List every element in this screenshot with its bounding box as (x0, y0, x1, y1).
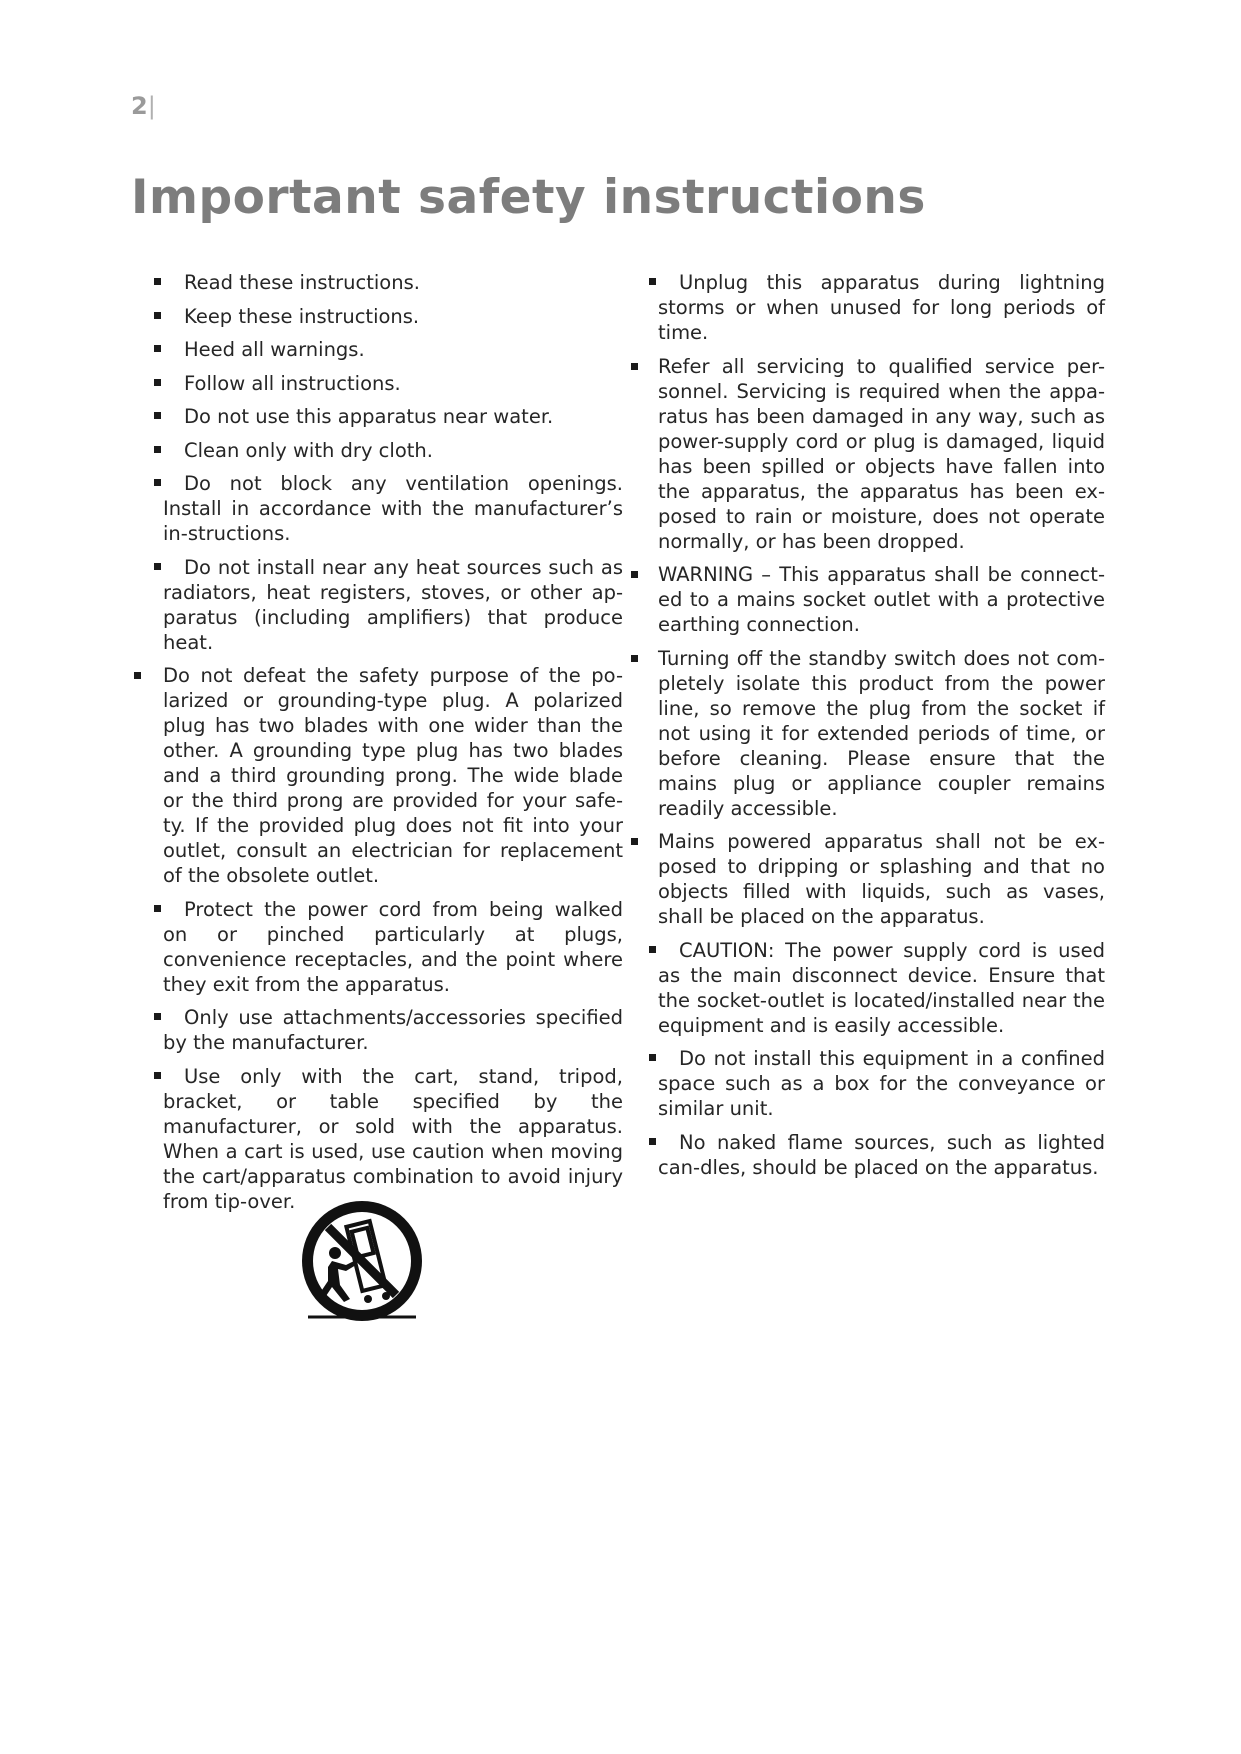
right-instructions-list (658, 270, 1105, 1188)
list-item: Use only with the cart, stand, tripod, bracket, or table specified by the manufacturer, or sold with the apparatus. When a cart is used, use caution when moving the cart/apparatus combination to avoid injury from tip-over. (163, 1064, 623, 1214)
list-item: Mains powered apparatus shall not be ex-posed to dripping or splashing and that no objects filled with liquids, such as vases, shall be placed on the apparatus. (658, 829, 1105, 929)
page-number-separator: | (147, 92, 156, 120)
square-bullet-icon (154, 379, 161, 386)
list-item: CAUTION: The power supply cord is used as the main disconnect device. Ensure that the socket-outlet is located/installed near the equipment and is easily accessible. (658, 938, 1105, 1038)
cart-tip-over-warning-icon (298, 1199, 426, 1327)
square-bullet-icon (154, 1013, 161, 1020)
list-item: Do not use this apparatus near water. (163, 404, 623, 429)
square-bullet-icon (154, 905, 161, 912)
list-item: Turning off the standby switch does not com-pletely isolate this product from the power line, so remove the plug from the socket if not using it for extended periods of time, or before cleaning. Please ensure that the mains plug or appliance coupler remains readily accessible. (658, 646, 1105, 821)
square-bullet-icon (154, 446, 161, 453)
square-bullet-icon (649, 946, 656, 953)
square-bullet-icon (134, 672, 141, 679)
square-bullet-icon (649, 1138, 656, 1145)
square-bullet-icon (154, 563, 161, 570)
list-item: Do not defeat the safety purpose of the po-larized or grounding-type plug. A polarized plug has two blades with one wider than the other. A grounding type plug has two blades and a third grounding prong. The wide blade or the third prong are provided for your safe-ty. If the provided plug does not fit into your outlet, consult an electrician for replacement of the obsolete outlet. (163, 663, 623, 888)
page-number: 2| (131, 92, 156, 120)
square-bullet-icon (631, 571, 638, 578)
square-bullet-icon (631, 838, 638, 845)
square-bullet-icon (154, 312, 161, 319)
square-bullet-icon (154, 1072, 161, 1079)
list-item: Clean only with dry cloth. (163, 438, 623, 463)
list-item: Unplug this apparatus during lightning storms or when unused for long periods of time. (658, 270, 1105, 345)
square-bullet-icon (649, 278, 656, 285)
list-item: Heed all warnings. (163, 337, 623, 362)
square-bullet-icon (649, 1054, 656, 1061)
list-item: Only use attachments/accessories specified by the manufacturer. (163, 1005, 623, 1055)
list-item: Follow all instructions. (163, 371, 623, 396)
square-bullet-icon (631, 363, 638, 370)
square-bullet-icon (154, 345, 161, 352)
list-item: Do not block any ventilation openings. Install in accordance with the manufacturer’s in-structions. (163, 471, 623, 546)
list-item: No naked flame sources, such as lighted can-dles, should be placed on the apparatus. (658, 1130, 1105, 1180)
list-item: Read these instructions. (163, 270, 623, 295)
square-bullet-icon (154, 278, 161, 285)
list-item: Refer all servicing to qualified service per-sonnel. Servicing is required when the appa-ratus has been damaged in any way, such as power-supply cord or plug is damaged, liquid has been spilled or objects have fallen into the apparatus, the apparatus has been ex-posed to rain or moisture, does not operate normally, or has been dropped. (658, 354, 1105, 554)
list-item: Protect the power cord from being walked on or pinched particularly at plugs, convenience receptacles, and the point where they exit from the apparatus. (163, 897, 623, 997)
list-item: Keep these instructions. (163, 304, 623, 329)
list-item: WARNING – This apparatus shall be connect-ed to a mains socket outlet with a protective earthing connection. (658, 562, 1105, 637)
list-item: Do not install this equipment in a confined space such as a box for the conveyance or similar unit. (658, 1046, 1105, 1121)
left-instructions-list (163, 270, 623, 1222)
page-title: Important safety instructions (131, 170, 926, 225)
square-bullet-icon (154, 412, 161, 419)
square-bullet-icon (631, 655, 638, 662)
square-bullet-icon (154, 479, 161, 486)
list-item: Do not install near any heat sources such as radiators, heat registers, stoves, or other ap-paratus (including amplifiers) that produce heat. (163, 555, 623, 655)
